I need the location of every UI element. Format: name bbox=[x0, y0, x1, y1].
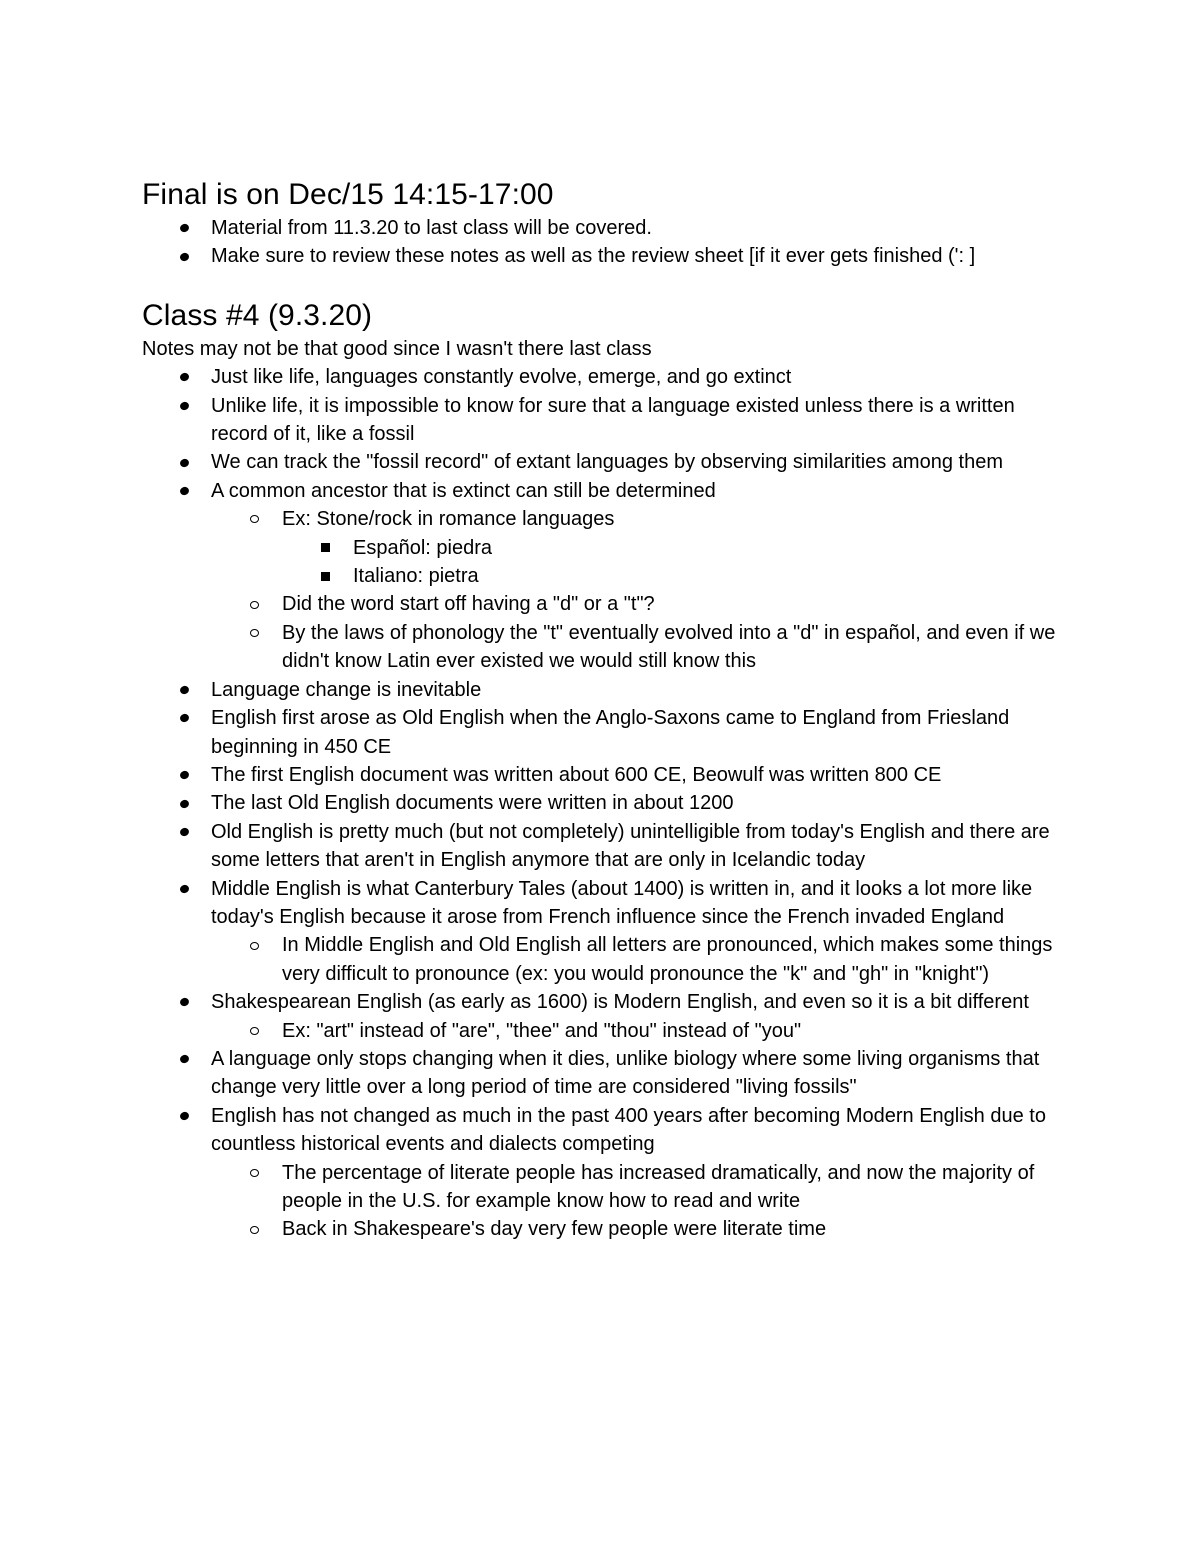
list-item-text: Old English is pretty much (but not completely) unintelligible from today's English and there are some letters that aren't in English anymore that are only in Icelandic today bbox=[211, 820, 1050, 872]
bullet-disc-icon bbox=[180, 392, 189, 420]
list-item bbox=[142, 619, 1072, 676]
list-item bbox=[142, 875, 1072, 932]
list-item bbox=[142, 363, 1072, 391]
list-item-text: Ex: "art" instead of "are", "thee" and "thou" instead of "you" bbox=[282, 1019, 802, 1042]
list-item bbox=[142, 392, 1072, 449]
list-item-text: Language change is inevitable bbox=[211, 678, 482, 701]
section-heading-class-4: Class #4 (9.3.20) bbox=[142, 298, 373, 332]
bullet-disc-icon bbox=[180, 1102, 189, 1130]
bullet-disc-icon bbox=[180, 477, 189, 505]
list-item-text: A common ancestor that is extinct can still be determined bbox=[211, 479, 716, 502]
list-item-text: Shakespearean English (as early as 1600) is Modern English, and even so it is a bit different bbox=[211, 991, 1029, 1014]
list-item-text: Material from 11.3.20 to last class will be covered. bbox=[211, 217, 652, 239]
bullet-disc-icon bbox=[180, 676, 189, 704]
bullet-square-icon bbox=[321, 534, 330, 562]
class-notes-list bbox=[142, 363, 1072, 1244]
bullet-disc-icon bbox=[180, 448, 189, 476]
list-item-text: Make sure to review these notes as well as the review sheet [if it ever gets finished (': ] bbox=[211, 245, 976, 268]
bullet-disc-icon bbox=[180, 704, 189, 732]
section-final-exam bbox=[142, 176, 1072, 271]
list-item-text: Just like life, languages constantly evolve, emerge, and go extinct bbox=[211, 366, 792, 389]
list-item bbox=[142, 448, 1072, 476]
section-intro: Notes may not be that good since I wasn't there last class bbox=[142, 337, 652, 360]
list-item bbox=[142, 477, 1072, 505]
list-item bbox=[142, 761, 1072, 789]
list-item bbox=[142, 534, 1072, 562]
bullet-disc-icon bbox=[180, 1045, 189, 1073]
list-item-text: English has not changed as much in the past 400 years after becoming Modern English due to countless historical events and dialects competing bbox=[211, 1104, 1046, 1156]
bullet-disc-icon bbox=[180, 761, 189, 789]
list-item-text: Unlike life, it is impossible to know for sure that a language existed unless there is a written record of it, like a fossil bbox=[211, 394, 1015, 446]
list-item bbox=[142, 1215, 1072, 1243]
bullet-circle-icon bbox=[250, 1159, 259, 1187]
list-item-text: Middle English is what Canterbury Tales (about 1400) is written in, and it looks a lot more like today's English because it arose from French influence since the French invaded England bbox=[211, 877, 1033, 928]
list-item-text: The last Old English documents were written in about 1200 bbox=[211, 792, 734, 815]
bullet-disc-icon bbox=[180, 988, 189, 1016]
list-item bbox=[142, 988, 1072, 1016]
list-item bbox=[142, 704, 1072, 761]
list-item-text: A language only stops changing when it dies, unlike biology where some living organisms that change very little over a long period of time are considered "living fossils" bbox=[211, 1047, 1040, 1099]
section-class-4 bbox=[142, 297, 1072, 1244]
list-item-text: By the laws of phonology the "t" eventually evolved into a "d" in español, and even if we didn't know Latin ever existed we would still know this bbox=[282, 621, 1056, 673]
bullet-disc-icon bbox=[180, 214, 189, 242]
bullet-circle-icon bbox=[250, 619, 259, 647]
bullet-disc-icon bbox=[180, 789, 189, 817]
list-item bbox=[142, 789, 1072, 817]
bullet-circle-icon bbox=[250, 505, 259, 533]
list-item-text: The percentage of literate people has increased dramatically, and now the majority of people in the U.S. for example know how to read and write bbox=[282, 1161, 1035, 1212]
bullet-disc-icon bbox=[180, 818, 189, 846]
list-item bbox=[142, 931, 1072, 988]
list-item bbox=[142, 1159, 1072, 1216]
list-item bbox=[142, 242, 1072, 270]
bullet-square-icon bbox=[321, 562, 330, 590]
list-item bbox=[142, 1102, 1072, 1159]
list-item-text: Back in Shakespeare's day very few people were literate time bbox=[282, 1218, 827, 1241]
list-item bbox=[142, 818, 1072, 875]
list-item bbox=[142, 1017, 1072, 1045]
final-exam-list bbox=[142, 214, 1072, 271]
list-item-text: Español: piedra bbox=[353, 536, 492, 559]
bullet-circle-icon bbox=[250, 931, 259, 959]
list-item bbox=[142, 590, 1072, 618]
bullet-disc-icon bbox=[180, 363, 189, 391]
list-item bbox=[142, 676, 1072, 704]
bullet-circle-icon bbox=[250, 590, 259, 618]
list-item-text: In Middle English and Old English all letters are pronounced, which makes some things very difficult to pronounce (ex: you would pronounce the "k" and "gh" in "knight") bbox=[282, 934, 1053, 985]
list-item bbox=[142, 214, 1072, 242]
bullet-circle-icon bbox=[250, 1017, 259, 1045]
list-item-text: The first English document was written about 600 CE, Beowulf was written 800 CE bbox=[211, 763, 942, 786]
bullet-circle-icon bbox=[250, 1215, 259, 1243]
list-item-text: English first arose as Old English when the Anglo-Saxons came to England from Friesland beginning in 450 CE bbox=[211, 707, 1010, 758]
document-content bbox=[142, 176, 1072, 1244]
list-item-text: Ex: Stone/rock in romance languages bbox=[282, 508, 615, 531]
list-item bbox=[142, 505, 1072, 533]
section-heading-final: Final is on Dec/15 14:15-17:00 bbox=[142, 178, 554, 211]
list-item-text: We can track the "fossil record" of extant languages by observing similarities among them bbox=[211, 451, 1003, 474]
list-item bbox=[142, 562, 1072, 590]
bullet-disc-icon bbox=[180, 242, 189, 270]
bullet-disc-icon bbox=[180, 875, 189, 903]
list-item-text: Italiano: pietra bbox=[353, 565, 479, 588]
list-item bbox=[142, 1045, 1072, 1102]
list-item-text: Did the word start off having a "d" or a "t"? bbox=[282, 593, 655, 616]
